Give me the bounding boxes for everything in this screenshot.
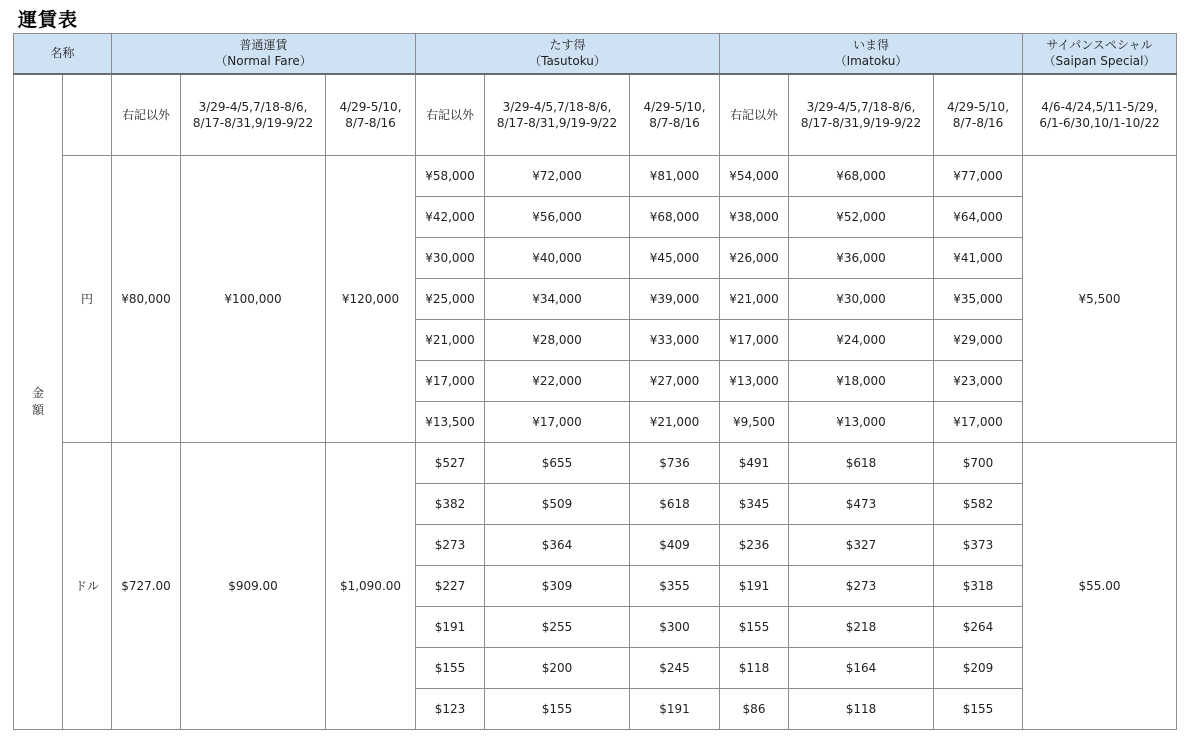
header-imatoku — [720, 34, 1023, 74]
period-a: 3/29-4/5,7/18-8/6, 8/17-8/31,9/19-9/22 — [181, 74, 326, 156]
usd-tasutoku-other: $123 — [416, 688, 485, 729]
usd-imatoku-period-a: $273 — [789, 565, 934, 606]
usd-imatoku-other: $155 — [720, 606, 789, 647]
header-saipan-special-jp: サイパンスペシャル — [1046, 38, 1153, 53]
header-tasutoku-en: （Tasutoku） — [529, 54, 606, 69]
usd-tasutoku-other: $527 — [416, 442, 485, 483]
yen-tasutoku-other: ¥25,000 — [416, 278, 485, 319]
yen-imatoku-period-a: ¥36,000 — [789, 237, 934, 278]
yen-imatoku-period-b: ¥29,000 — [934, 319, 1023, 360]
yen-imatoku-period-b: ¥35,000 — [934, 278, 1023, 319]
usd-imatoku-period-b: $209 — [934, 647, 1023, 688]
header-imatoku-en: （Imatoku） — [834, 54, 908, 69]
yen-imatoku-period-b: ¥41,000 — [934, 237, 1023, 278]
usd-tasutoku-period-a: $509 — [485, 483, 630, 524]
yen-normal-other: ¥80,000 — [112, 155, 181, 442]
yen-imatoku-other: ¥13,000 — [720, 360, 789, 401]
usd-imatoku-period-b: $264 — [934, 606, 1023, 647]
page-title: 運賃表 — [18, 9, 79, 31]
period-other: 右記以外 — [416, 74, 485, 156]
yen-tasutoku-period-b: ¥39,000 — [630, 278, 720, 319]
period-blank — [63, 74, 112, 156]
usd-normal-other: $727.00 — [112, 442, 181, 729]
usd-imatoku-other: $86 — [720, 688, 789, 729]
usd-tasutoku-period-b: $618 — [630, 483, 720, 524]
period-row — [14, 74, 1177, 156]
usd-imatoku-period-b: $700 — [934, 442, 1023, 483]
header-normal-fare-en: （Normal Fare） — [215, 54, 312, 69]
yen-tasutoku-period-a: ¥56,000 — [485, 196, 630, 237]
usd-imatoku-period-a: $164 — [789, 647, 934, 688]
usd-imatoku-other: $345 — [720, 483, 789, 524]
usd-tasutoku-period-b: $245 — [630, 647, 720, 688]
yen-tasutoku-period-b: ¥33,000 — [630, 319, 720, 360]
usd-tasutoku-period-b: $409 — [630, 524, 720, 565]
yen-imatoku-period-b: ¥77,000 — [934, 155, 1023, 196]
usd-imatoku-period-a: $118 — [789, 688, 934, 729]
yen-tasutoku-period-b: ¥68,000 — [630, 196, 720, 237]
yen-imatoku-period-b: ¥64,000 — [934, 196, 1023, 237]
yen-normal-period-a: ¥100,000 — [181, 155, 326, 442]
usd-tasutoku-period-a: $655 — [485, 442, 630, 483]
yen-tasutoku-period-a: ¥22,000 — [485, 360, 630, 401]
usd-tasutoku-period-b: $355 — [630, 565, 720, 606]
yen-imatoku-period-b: ¥17,000 — [934, 401, 1023, 442]
yen-tasutoku-period-a: ¥40,000 — [485, 237, 630, 278]
period-a: 3/29-4/5,7/18-8/6, 8/17-8/31,9/19-9/22 — [789, 74, 934, 156]
period-a: 3/29-4/5,7/18-8/6, 8/17-8/31,9/19-9/22 — [485, 74, 630, 156]
header-name: 名称 — [14, 34, 112, 74]
usd-normal-period-b: $1,090.00 — [326, 442, 416, 729]
usd-imatoku-period-a: $473 — [789, 483, 934, 524]
usd-tasutoku-period-a: $155 — [485, 688, 630, 729]
yen-imatoku-period-a: ¥52,000 — [789, 196, 934, 237]
yen-tasutoku-period-b: ¥45,000 — [630, 237, 720, 278]
usd-tasutoku-period-a: $309 — [485, 565, 630, 606]
yen-saipan-special: ¥5,500 — [1023, 155, 1177, 442]
period-other: 右記以外 — [720, 74, 789, 156]
yen-imatoku-period-a: ¥18,000 — [789, 360, 934, 401]
yen-tasutoku-other: ¥13,500 — [416, 401, 485, 442]
usd-saipan-special: $55.00 — [1023, 442, 1177, 729]
yen-tasutoku-period-a: ¥72,000 — [485, 155, 630, 196]
yen-imatoku-other: ¥21,000 — [720, 278, 789, 319]
period-other: 右記以外 — [112, 74, 181, 156]
usd-imatoku-period-b: $318 — [934, 565, 1023, 606]
period-b: 4/29-5/10, 8/7-8/16 — [934, 74, 1023, 156]
yen-imatoku-other: ¥26,000 — [720, 237, 789, 278]
usd-tasutoku-period-a: $364 — [485, 524, 630, 565]
yen-tasutoku-period-b: ¥27,000 — [630, 360, 720, 401]
usd-imatoku-period-b: $582 — [934, 483, 1023, 524]
usd-imatoku-other: $191 — [720, 565, 789, 606]
usd-imatoku-period-b: $155 — [934, 688, 1023, 729]
yen-tasutoku-other: ¥30,000 — [416, 237, 485, 278]
usd-tasutoku-other: $382 — [416, 483, 485, 524]
usd-imatoku-period-a: $218 — [789, 606, 934, 647]
yen-row — [14, 155, 1177, 196]
usd-tasutoku-period-a: $200 — [485, 647, 630, 688]
yen-imatoku-other: ¥54,000 — [720, 155, 789, 196]
header-imatoku-jp: いま得 — [852, 38, 889, 53]
yen-imatoku-other: ¥17,000 — [720, 319, 789, 360]
period-b: 4/29-5/10, 8/7-8/16 — [326, 74, 416, 156]
period-saipan: 4/6-4/24,5/11-5/29, 6/1-6/30,10/1-10/22 — [1023, 74, 1177, 156]
yen-tasutoku-other: ¥58,000 — [416, 155, 485, 196]
yen-imatoku-period-a: ¥30,000 — [789, 278, 934, 319]
yen-tasutoku-other: ¥21,000 — [416, 319, 485, 360]
yen-tasutoku-other: ¥17,000 — [416, 360, 485, 401]
yen-tasutoku-period-a: ¥28,000 — [485, 319, 630, 360]
header-row — [14, 34, 1177, 74]
yen-tasutoku-other: ¥42,000 — [416, 196, 485, 237]
usd-imatoku-period-b: $373 — [934, 524, 1023, 565]
header-normal-fare-jp: 普通運賃 — [239, 38, 288, 53]
period-b: 4/29-5/10, 8/7-8/16 — [630, 74, 720, 156]
yen-imatoku-period-a: ¥68,000 — [789, 155, 934, 196]
amount-label: 金 額 — [14, 74, 63, 730]
usd-tasutoku-period-a: $255 — [485, 606, 630, 647]
usd-normal-period-a: $909.00 — [181, 442, 326, 729]
header-tasutoku — [416, 34, 720, 74]
yen-imatoku-period-a: ¥24,000 — [789, 319, 934, 360]
usd-currency-label: ドル — [63, 442, 112, 729]
usd-row — [14, 442, 1177, 483]
yen-tasutoku-period-a: ¥17,000 — [485, 401, 630, 442]
usd-imatoku-period-a: $327 — [789, 524, 934, 565]
yen-tasutoku-period-b: ¥21,000 — [630, 401, 720, 442]
usd-tasutoku-other: $273 — [416, 524, 485, 565]
yen-normal-period-b: ¥120,000 — [326, 155, 416, 442]
usd-tasutoku-period-b: $191 — [630, 688, 720, 729]
yen-currency-label: 円 — [63, 155, 112, 442]
yen-imatoku-period-b: ¥23,000 — [934, 360, 1023, 401]
yen-imatoku-other: ¥38,000 — [720, 196, 789, 237]
usd-imatoku-other: $236 — [720, 524, 789, 565]
header-tasutoku-jp: たす得 — [549, 38, 586, 53]
yen-imatoku-period-a: ¥13,000 — [789, 401, 934, 442]
fare-table — [13, 33, 1177, 730]
yen-tasutoku-period-b: ¥81,000 — [630, 155, 720, 196]
header-normal-fare — [112, 34, 416, 74]
usd-tasutoku-period-b: $736 — [630, 442, 720, 483]
usd-tasutoku-other: $191 — [416, 606, 485, 647]
header-saipan-special-en: （Saipan Special） — [1043, 54, 1156, 69]
usd-imatoku-period-a: $618 — [789, 442, 934, 483]
usd-tasutoku-other: $155 — [416, 647, 485, 688]
usd-tasutoku-other: $227 — [416, 565, 485, 606]
usd-imatoku-other: $491 — [720, 442, 789, 483]
usd-imatoku-other: $118 — [720, 647, 789, 688]
yen-imatoku-other: ¥9,500 — [720, 401, 789, 442]
yen-tasutoku-period-a: ¥34,000 — [485, 278, 630, 319]
header-saipan-special — [1023, 34, 1177, 74]
usd-tasutoku-period-b: $300 — [630, 606, 720, 647]
